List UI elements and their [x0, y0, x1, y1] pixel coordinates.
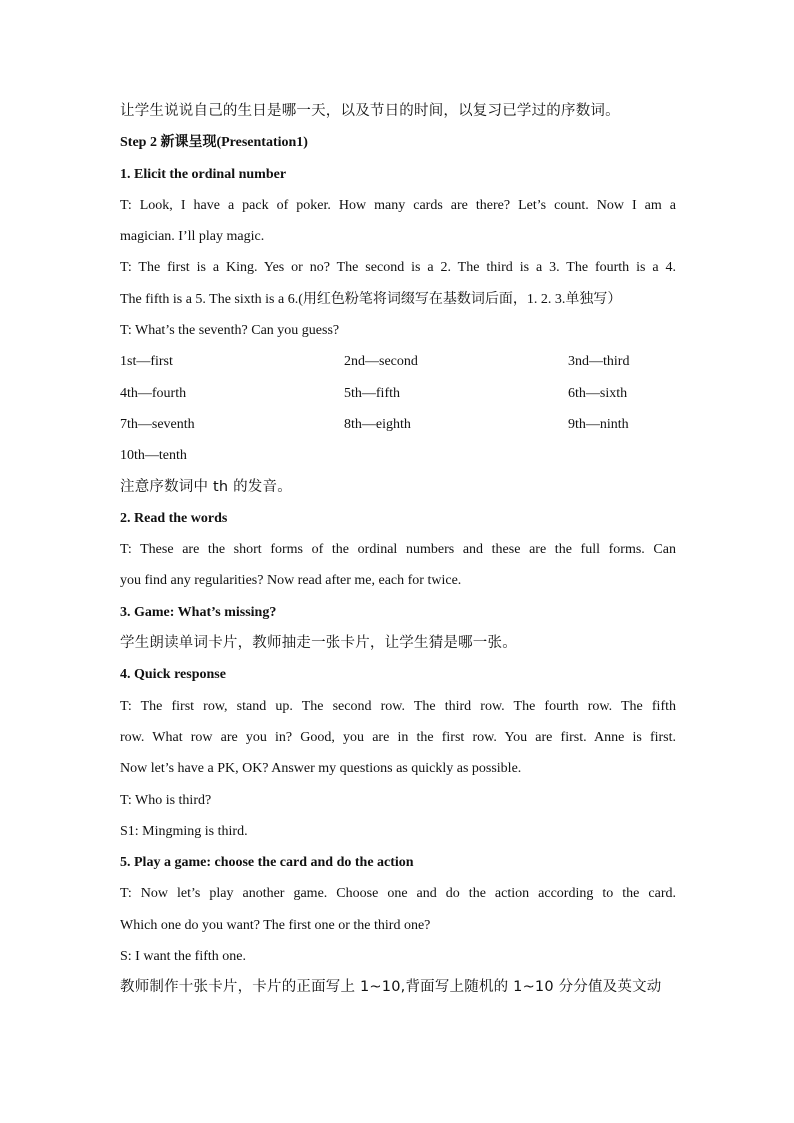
student-line-2: S: I want the fifth one.: [120, 949, 246, 965]
teacher-line-5b: row. What row are you in? Good, you are in the first row. You are first. Anne is first.: [120, 729, 676, 745]
student-line-1: S1: Mingming is third.: [120, 823, 248, 839]
pronunciation-note: 注意序数词中 th 的发音。: [120, 478, 292, 495]
ordinal-cell: 10th—tenth: [120, 448, 187, 464]
card-description: 教师制作十张卡片，卡片的正面写上 1~10,背面写上随机的 1~10 分分值及英文动: [120, 979, 662, 996]
teacher-line-4a: T: These are the short forms of the ordinal numbers and these are the full forms. Can: [120, 542, 676, 558]
ordinal-row: [120, 378, 676, 409]
teacher-line-1b: magician. I’ll play magic.: [120, 229, 265, 245]
ordinal-cell: 7th—seventh: [120, 416, 195, 432]
ordinal-cell: 5th—fifth: [344, 385, 400, 401]
ordinal-cell: 4th—fourth: [120, 385, 187, 401]
step2-heading: Step 2 新课呈现(Presentation1): [120, 135, 308, 151]
section5-heading: 5. Play a game: choose the card and do the action: [120, 855, 414, 871]
teacher-line-3: T: What’s the seventh? Can you guess?: [120, 323, 340, 339]
teacher-line-7a: T: Now let’s play another game. Choose one and do the action according to the card.: [120, 886, 676, 902]
teacher-line-1a: T: Look, I have a pack of poker. How many cards are there? Let’s count. Now I am a: [120, 197, 676, 213]
teacher-line-5a: T: The first row, stand up. The second row. The third row. The fourth row. The fifth: [120, 698, 676, 714]
ordinal-cell: 9th—ninth: [568, 416, 629, 432]
ordinal-cell: 8th—eighth: [344, 416, 411, 432]
ordinal-cell: 6th—sixth: [568, 385, 628, 401]
teacher-line-5c: Now let’s have a PK, OK? Answer my questions as quickly as possible.: [120, 761, 522, 777]
game-description: 学生朗读单词卡片，教师抽走一张卡片，让学生猜是哪一张。: [120, 635, 517, 652]
teacher-line-2a: T: The first is a King. Yes or no? The second is a 2. The third is a 3. The fourth is a 4.: [120, 260, 676, 276]
section1-heading: 1. Elicit the ordinal number: [120, 166, 287, 182]
intro-line: 让学生说说自己的生日是哪一天，以及节日的时间，以复习已学过的序数词。: [120, 103, 620, 119]
section3-heading: 3. Game: What’s missing?: [120, 604, 277, 620]
teacher-line-4b: you find any regularities? Now read after me, each for twice.: [120, 573, 462, 589]
ordinal-table: [120, 346, 676, 471]
section2-heading: 2. Read the words: [120, 510, 228, 526]
ordinal-cell: 1st—first: [120, 354, 173, 370]
teacher-line-2b: The fifth is a 5. The sixth is a 6.(用红色粉笔将词缀写在基数词后面，1. 2. 3.单独写）: [120, 291, 622, 307]
teacher-line-6: T: Who is third?: [120, 792, 212, 808]
ordinal-cell: 3nd—third: [568, 354, 630, 370]
teacher-line-7b: Which one do you want? The first one or the third one?: [120, 917, 431, 933]
ordinal-row: [120, 409, 676, 440]
ordinal-row: [120, 346, 676, 377]
ordinal-cell: 2nd—second: [344, 354, 418, 370]
document-page: [120, 96, 676, 1004]
ordinal-row: [120, 440, 676, 471]
section4-heading: 4. Quick response: [120, 667, 226, 683]
